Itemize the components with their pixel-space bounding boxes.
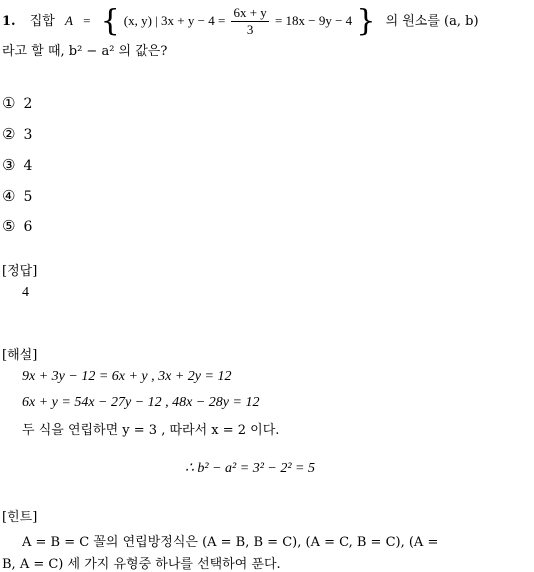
option-3-mark: ③ <box>2 156 16 174</box>
set-condition: (x, y) | 3x + y − 4 = <box>123 13 226 28</box>
option-2-value: 3 <box>23 127 33 143</box>
left-brace-icon: { <box>100 3 120 39</box>
option-5-value: 6 <box>23 219 33 235</box>
option-5[interactable] <box>2 217 32 235</box>
fraction-denominator: 3 <box>246 22 254 37</box>
explanation-result: ∴ b² − a² = 3² − 2² = 5 <box>185 461 315 476</box>
hint-line-1: A = B = C 꼴의 연립방정식은 (A = B, B = C), (A = C, B = C), (A = <box>22 535 439 550</box>
question-number: 1. <box>2 14 16 29</box>
option-1-mark: ① <box>2 94 16 112</box>
option-4[interactable] <box>2 187 32 205</box>
answer-label: [정답] <box>2 264 38 279</box>
option-4-value: 5 <box>23 189 33 205</box>
explanation-line-3: 두 식을 연립하면 y = 3 , 따라서 x = 2 이다. <box>22 423 280 438</box>
answer-value: 4 <box>22 285 29 300</box>
option-3-value: 4 <box>23 158 33 174</box>
right-brace-icon: } <box>356 3 376 39</box>
question-after-set: 의 원소를 (a, b) <box>385 14 479 29</box>
explanation-line-1: 9x + 3y − 12 = 6x + y , 3x + 2y = 12 <box>22 369 232 384</box>
option-2[interactable] <box>2 125 32 143</box>
hint-label: [힌트] <box>2 510 38 525</box>
option-3[interactable] <box>2 156 32 174</box>
option-2-mark: ② <box>2 125 16 143</box>
set-equals: = <box>83 13 91 28</box>
explanation-line-2: 6x + y = 54x − 27y − 12 , 48x − 28y = 12 <box>22 395 260 410</box>
set-fraction <box>231 6 268 37</box>
option-1-value: 2 <box>23 96 33 112</box>
option-5-mark: ⑤ <box>2 217 16 235</box>
question-line-1 <box>2 3 479 39</box>
set-condition-tail: = 18x − 9y − 4 <box>274 13 353 28</box>
hint-line-2: B, A = C) 세 가지 유형중 하나를 선택하여 푼다. <box>2 557 281 572</box>
question-word-set: 집합 <box>29 14 55 29</box>
option-1[interactable] <box>2 94 32 112</box>
fraction-numerator: 6x + y <box>233 5 267 20</box>
set-name: A <box>64 13 73 28</box>
question-line-2: 라고 할 때, b² − a² 의 값은? <box>2 44 168 59</box>
explanation-label: [해설] <box>2 348 38 363</box>
option-4-mark: ④ <box>2 187 16 205</box>
